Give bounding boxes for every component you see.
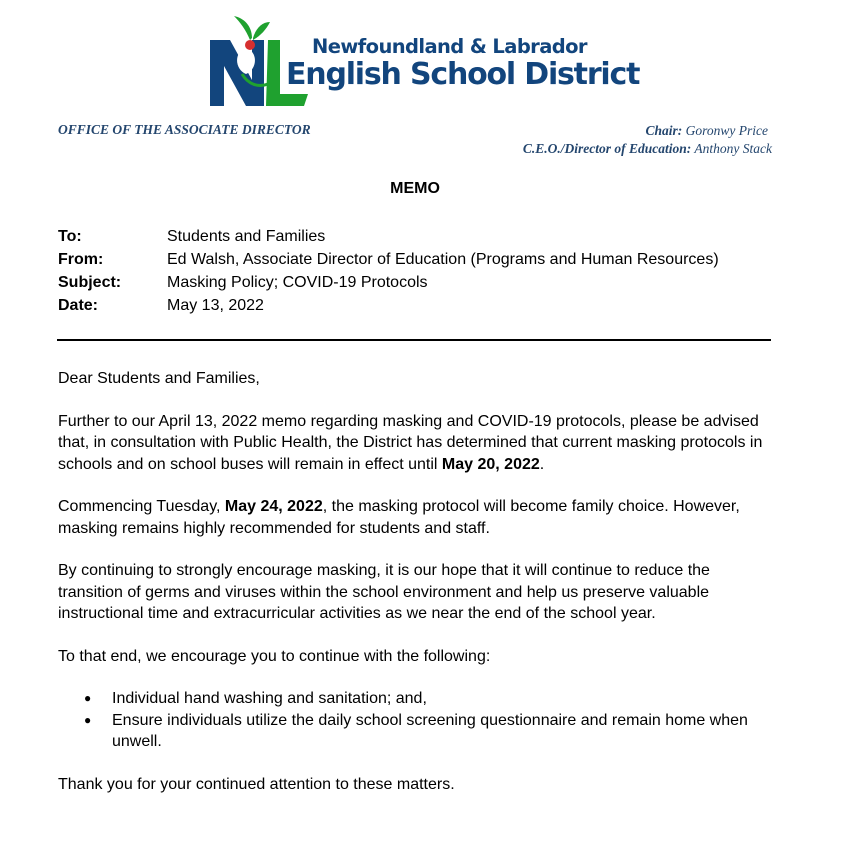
district-logo: [206, 10, 640, 110]
date-label: Date:: [58, 297, 99, 314]
from-label: From:: [58, 251, 104, 268]
logo-line-2: English School District: [286, 57, 640, 92]
subject-label: Subject:: [58, 274, 122, 291]
paragraph-1-date: May 20, 2022: [441, 455, 540, 473]
to-value: Students and Families: [167, 228, 326, 245]
subject-value: Masking Policy; COVID-19 Protocols: [167, 274, 428, 291]
officials-block: [523, 122, 772, 158]
paragraph-2: [58, 496, 772, 539]
paragraph-1-text: Further to our April 13, 2022 memo regarding masking and COVID-19 protocols, please be advised that, in consultation with Public Health, the District has determined that current masking protocols in schools and on school buses will remain in effect until: [58, 412, 763, 473]
paragraph-1-end: .: [539, 455, 545, 473]
ceo-line: [523, 140, 772, 158]
header-divider: [57, 339, 771, 341]
paragraph-2-text-a: Commencing Tuesday,: [58, 498, 225, 515]
list-item: ● Individual hand washing and sanitation; and,: [112, 688, 772, 710]
ceo-name: Anthony Stack: [694, 141, 772, 156]
paragraph-4: To that end, we encourage you to continue with the following:: [58, 647, 491, 665]
memo-body: [58, 368, 772, 816]
recommendations-list: [58, 688, 772, 753]
paragraph-1: [58, 411, 772, 476]
chair-label: Chair:: [645, 123, 683, 138]
office-title: OFFICE OF THE ASSOCIATE DIRECTOR: [58, 122, 311, 137]
paragraph-3: By continuing to strongly encourage masking, it is our hope that it will continue to reduce the transition of germs and viruses within the school environment and help us preserve valuable instructional time and extracurricular activities as we near the end of the school year.: [58, 562, 710, 622]
closing: Thank you for your continued attention to these matters.: [58, 775, 455, 793]
greeting: Dear Students and Families,: [58, 370, 260, 387]
paragraph-2-text-b: , the masking protocol will become family choice. However, masking remains highly recommended for students and staff.: [58, 498, 740, 537]
logo-line-1: Newfoundland & Labrador: [312, 35, 587, 58]
from-value: Ed Walsh, Associate Director of Education (Programs and Human Resources): [167, 251, 719, 268]
to-label: To:: [58, 228, 82, 245]
list-item: ● Ensure individuals utilize the daily school screening questionnaire and remain home when unwell.: [112, 710, 772, 753]
chair-line: [523, 122, 772, 140]
date-value: May 13, 2022: [167, 297, 264, 314]
chair-name: Goronwy Price: [685, 123, 768, 138]
memo-title: MEMO: [390, 180, 440, 197]
paragraph-2-date: May 24, 2022: [224, 498, 323, 515]
ceo-label: C.E.O./Director of Education:: [522, 141, 692, 156]
